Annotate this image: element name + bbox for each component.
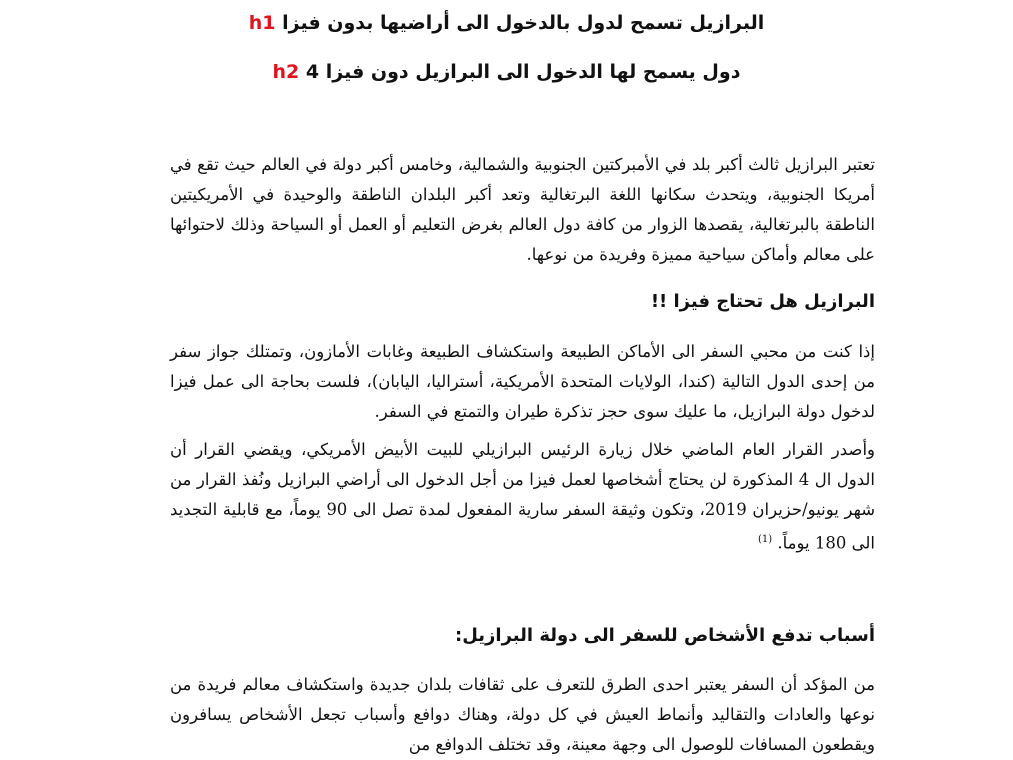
visa-question-heading: البرازيل هل تحتاج فيزا !!: [650, 291, 875, 312]
visa-section: [170, 337, 875, 559]
reasons-paragraph: من المؤكد أن السفر يعتبر احدى الطرق للتعرف على ثقافات بلدان جديدة واستكشاف معالم فريدة من نوعها والعادات والتقاليد وأنماط العيش في كل دولة، وهناك دوافع وأسباب تجعل الأشخاص يسافرون ويقطعون المسافات للوصول الى وجهة معينة، وقد تختلف الدوافع من: [170, 675, 875, 754]
reasons-section: [170, 670, 875, 760]
visa-paragraph-1: إذا كنت من محبي السفر الى الأماكن الطبيعة واستكشاف الطبيعة وغابات الأمازون، وتمتلك جواز سفر من إحدى الدول التالية (كندا، الولايات المتحدة الأمريكية، أستراليا، اليابان)، فلست بحاجة الى عمل فيزا لدخول دولة البرازيل، ما عليك سوى حجز تذكرة طيران والتمتع في السفر.: [170, 342, 875, 421]
h1-tag: h1: [248, 12, 276, 34]
h2-text: دول يسمح لها الدخول الى البرازيل دون فيزا 4: [305, 61, 741, 83]
h2-tag: h2: [272, 61, 300, 83]
footnote-ref: (1): [757, 534, 773, 545]
intro-paragraph: تعتبر البرازيل ثالث أكبر بلد في الأمبركتين الجنوبية والشمالية، وخامس أكبر دولة في العالم حيث تقع في أمريكا الجنوبية، ويتحدث سكانها اللغة البرتغالية وتعد أكبر البلدان الناطقة والوحيدة في الأمريكيتين الناطقة بالبرتغالية، يقصدها الزوار من كافة دول العالم بغرض التعليم أو العمل أو السياحة وذلك لاحتوائها على معالم وأماكن سياحية مميزة وفريدة من نوعها.: [170, 155, 875, 264]
reasons-heading: أسباب تدفع الأشخاص للسفر الى دولة البرازيل:: [455, 625, 875, 646]
main-heading: [0, 12, 1013, 34]
intro-section: [170, 150, 875, 270]
sub-main-heading: [0, 61, 1013, 83]
visa-paragraph-2: [170, 435, 875, 559]
h1-text: البرازيل تسمح لدول بالدخول الى أراضيها بدون فيزا: [282, 12, 765, 34]
visa-paragraph-2-text: وأصدر القرار العام الماضي خلال زيارة الرئيس البرازيلي للبيت الأبيض الأمريكي، ويقضي القرار أن الدول ال 4 المذكورة لن يحتاج أشخاصها لعمل فيزا من أجل الدخول الى أراضي البرازيل ونُفذ القرار من شهر يونيو/حزيران 2019، وتكون وثيقة السفر سارية المفعول لمدة تصل الى 90 يوماً، مع قابلية التجديد الى 180 يوماً.: [170, 440, 876, 553]
